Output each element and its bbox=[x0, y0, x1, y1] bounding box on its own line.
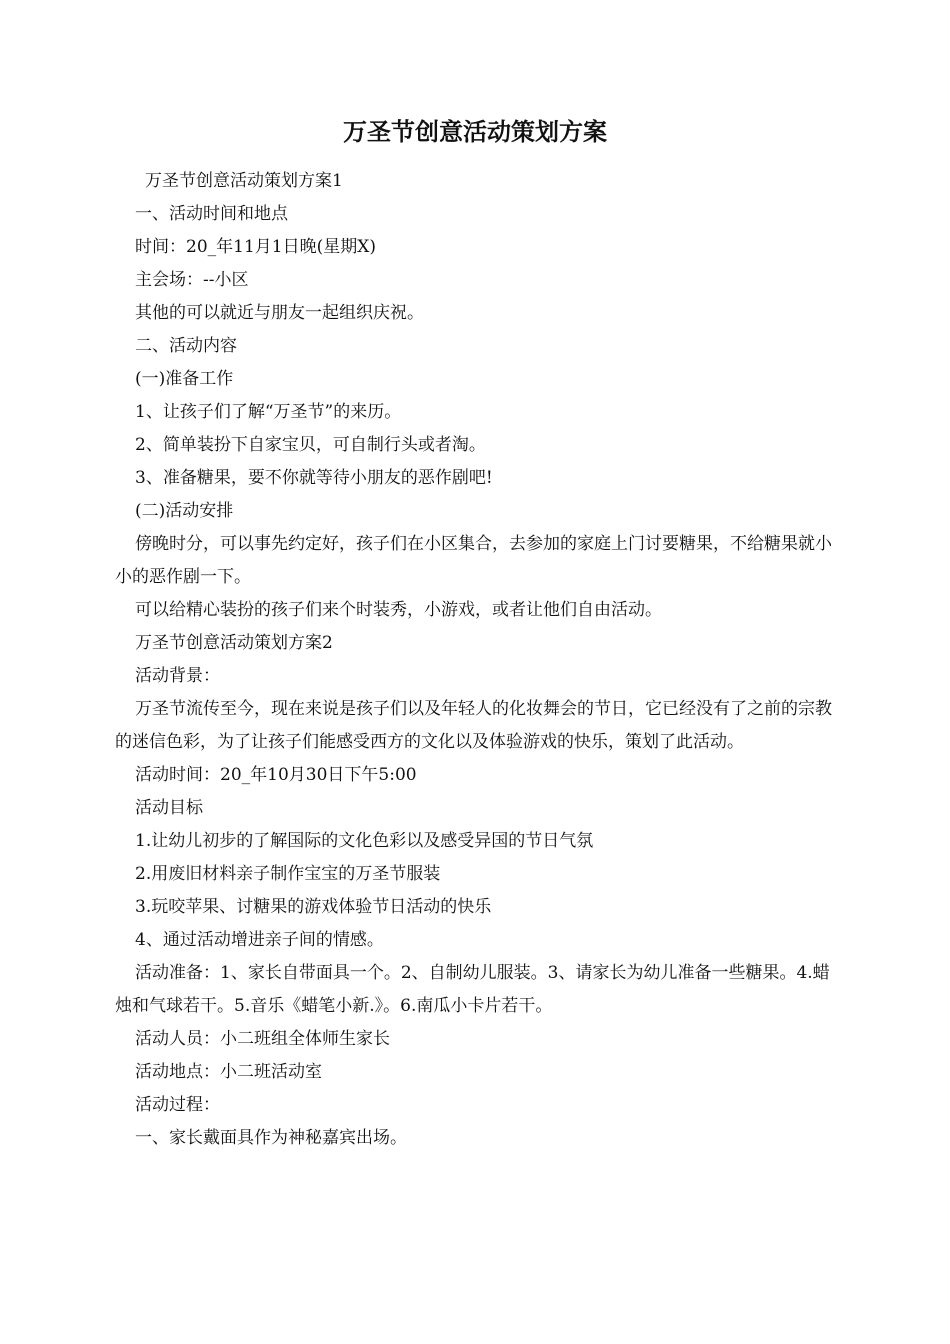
heading-content: 二、活动内容 bbox=[135, 336, 237, 356]
list-item: 2、简单装扮下自家宝贝，可自制行头或者淘。 bbox=[135, 435, 486, 455]
list-item: 2.用废旧材料亲子制作宝宝的万圣节服装 bbox=[135, 864, 441, 884]
heading-goals: 活动目标 bbox=[135, 798, 203, 818]
paragraph: 活动地点：小二班活动室 bbox=[135, 1062, 322, 1082]
paragraph: 万圣节流传至今，现在来说是孩子们以及年轻人的化妆舞会的节日，它已经没有了之前的宗教的迷信色彩，为了让孩子们能感受西方的文化以及体验游戏的快乐，策划了此活动。 bbox=[115, 699, 832, 752]
paragraph: 其他的可以就近与朋友一起组织庆祝。 bbox=[135, 303, 424, 323]
list-item: 1.让幼儿初步的了解国际的文化色彩以及感受异国的节日气氛 bbox=[135, 831, 594, 851]
subheading-arrangement: (二)活动安排 bbox=[135, 501, 234, 521]
list-item: 3.玩咬苹果、讨糖果的游戏体验节日活动的快乐 bbox=[135, 897, 492, 917]
paragraph: 活动人员：小二班组全体师生家长 bbox=[135, 1029, 390, 1049]
document-title: 万圣节创意活动策划方案 bbox=[343, 117, 607, 146]
paragraph: 可以给精心装扮的孩子们来个时装秀，小游戏，或者让他们自由活动。 bbox=[135, 600, 662, 620]
paragraph: 活动准备：1、家长自带面具一个。2、自制幼儿服装。3、请家长为幼儿准备一些糖果。4.蜡烛和气球若干。5.音乐《蜡笔小新.》。6.南瓜小卡片若干。 bbox=[115, 963, 830, 1016]
paragraph: 主会场：--小区 bbox=[135, 270, 249, 290]
paragraph: 一、家长戴面具作为神秘嘉宾出场。 bbox=[135, 1128, 407, 1148]
section-heading-plan-1: 万圣节创意活动策划方案1 bbox=[145, 171, 343, 191]
heading-process: 活动过程： bbox=[135, 1095, 220, 1115]
heading-background: 活动背景： bbox=[135, 666, 220, 686]
list-item: 4、通过活动增进亲子间的情感。 bbox=[135, 930, 384, 950]
subheading-preparation: (一)准备工作 bbox=[135, 369, 234, 389]
section-heading-plan-2: 万圣节创意活动策划方案2 bbox=[135, 633, 333, 653]
heading-time-place: 一、活动时间和地点 bbox=[135, 204, 288, 224]
paragraph: 活动时间：20_年10月30日下午5:00 bbox=[135, 765, 417, 785]
list-item: 3、准备糖果，要不你就等待小朋友的恶作剧吧! bbox=[135, 468, 493, 488]
paragraph: 傍晚时分，可以事先约定好，孩子们在小区集合，去参加的家庭上门讨要糖果，不给糖果就小小的恶作剧一下。 bbox=[115, 534, 832, 587]
list-item: 1、让孩子们了解“万圣节”的来历。 bbox=[135, 402, 402, 422]
document-body bbox=[115, 165, 833, 1155]
paragraph: 时间：20_年11月1日晚(星期X) bbox=[135, 237, 376, 257]
